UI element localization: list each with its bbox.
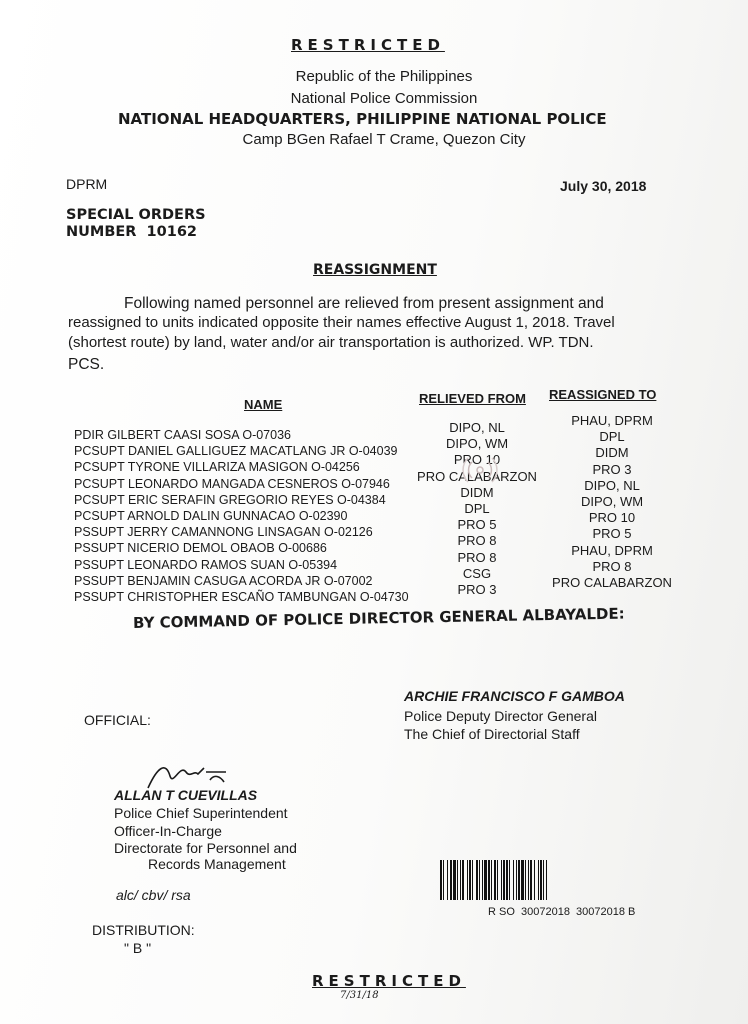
table-row-relieved-from: DIPO, NL: [449, 420, 505, 435]
table-row-reassigned-to: DIDM: [595, 445, 629, 461]
table-row-relieved-from: PRO 5: [457, 517, 497, 533]
reference-initials: alc/ cbv/ rsa: [116, 887, 191, 903]
body-line-4: PCS.: [68, 356, 105, 373]
table-row-name: PCSUPT ARNOLD DALIN GUNNACAO O-02390: [74, 509, 348, 523]
classification-top: RESTRICTED: [291, 36, 445, 54]
signatory-name: ARCHIE FRANCISCO F GAMBOA: [404, 688, 625, 704]
table-row-relieved-from: PRO 3: [457, 582, 497, 597]
table-row-name: PSSUPT JERRY CAMANNONG LINSAGAN O-02126: [74, 525, 373, 540]
table-row-reassigned-to: PRO CALABARZON: [552, 575, 672, 590]
signatory-title-2: The Chief of Directorial Staff: [404, 726, 580, 742]
table-row-reassigned-to: PHAU, DPRM: [571, 542, 653, 558]
official-title-1: Police Chief Superintendent: [114, 805, 288, 821]
signatory-title-1: Police Deputy Director General: [404, 708, 597, 724]
header-address: Camp BGen Rafael T Crame, Quezon City: [242, 131, 526, 148]
barcode: [440, 860, 670, 900]
distribution-value: " B ": [124, 940, 152, 956]
table-row-name: PCSUPT DANIEL GALLIGUEZ MACATLANG JR O-04039: [74, 444, 398, 459]
order-date: July 30, 2018: [560, 178, 647, 194]
table-row-reassigned-to: DIPO, WM: [580, 494, 644, 509]
table-row-reassigned-to: PRO 8: [592, 558, 632, 574]
table-row-relieved-from: DPL: [464, 501, 490, 516]
broadcast-watermark-icon: [462, 452, 498, 488]
body-line-2: reassigned to units indicated opposite their names effective August 1, 2018. Travel: [68, 314, 615, 331]
table-row-reassigned-to: PRO 5: [592, 526, 632, 542]
column-header-reassigned: REASSIGNED TO: [549, 387, 657, 402]
table-row-name: PCSUPT TYRONE VILLARIZA MASIGON O-04256: [74, 460, 360, 475]
official-label: OFFICIAL:: [84, 712, 151, 728]
table-row-name: PSSUPT NICERIO DEMOL OBAOB O-00686: [74, 541, 327, 556]
body-line-3: (shortest route) by land, water and/or air transportation is authorized. WP. TDN.: [68, 334, 594, 351]
table-row-relieved-from: PRO CALABARZON: [417, 468, 537, 484]
office-code: DPRM: [66, 176, 108, 192]
special-orders-number: NUMBER 10162: [66, 224, 198, 240]
table-row-reassigned-to: PRO 3: [592, 461, 632, 477]
table-row-name: PSSUPT BENJAMIN CASUGA ACORDA JR O-07002: [74, 573, 373, 588]
header-napolcom: National Police Commission: [290, 90, 478, 107]
table-row-name: PSSUPT LEONARDO RAMOS SUAN O-05394: [74, 557, 338, 572]
column-header-name: NAME: [244, 397, 283, 412]
official-name: ALLAN T CUEVILLAS: [114, 787, 258, 803]
table-row-name: PCSUPT LEONARDO MANGADA CESNEROS O-07946: [74, 476, 390, 491]
official-title-2: Officer-In-Charge: [114, 823, 222, 839]
table-row-relieved-from: DIDM: [460, 484, 494, 500]
special-orders-title: SPECIAL ORDERS: [66, 207, 206, 223]
command-line: BY COMMAND OF POLICE DIRECTOR GENERAL ALBAYALDE:: [132, 604, 625, 632]
body-line-1: Following named personnel are relieved from present assignment and: [124, 295, 604, 312]
table-row-relieved-from: PRO 8: [457, 549, 497, 565]
official-title-4: Records Management: [148, 856, 286, 872]
table-row-name: PSSUPT CHRISTOPHER ESCAÑO TAMBUNGAN O-04730: [74, 590, 409, 604]
table-row-name: PCSUPT ERIC SERAFIN GREGORIO REYES O-04384: [74, 492, 386, 507]
column-header-relieved: RELIEVED FROM: [419, 391, 526, 406]
table-row-relieved-from: PRO 8: [457, 533, 497, 549]
table-row-reassigned-to: PHAU, DPRM: [571, 413, 653, 428]
table-row-relieved-from: PRO 10: [453, 452, 501, 468]
classification-bottom: RESTRICTED: [312, 972, 466, 990]
distribution-label: DISTRIBUTION:: [92, 922, 195, 938]
header-republic: Republic of the Philippines: [295, 68, 473, 85]
table-row-relieved-from: DIPO, WM: [445, 436, 509, 452]
table-row-reassigned-to: PRO 10: [588, 510, 636, 526]
barcode-text: R SO 30072018 30072018 B: [488, 906, 636, 918]
table-row-reassigned-to: DPL: [599, 429, 625, 445]
table-row-relieved-from: CSG: [462, 565, 492, 581]
handwritten-date-note: 7/31/18: [340, 990, 379, 1001]
table-row-reassigned-to: DIPO, NL: [584, 477, 640, 493]
barcode-bar: [547, 860, 550, 900]
table-row-name: PDIR GILBERT CAASI SOSA O-07036: [74, 428, 291, 442]
header-nhq: NATIONAL HEADQUARTERS, PHILIPPINE NATIONAL POLICE: [118, 110, 607, 128]
subject-title: REASSIGNMENT: [313, 262, 437, 278]
official-title-3: Directorate for Personnel and: [114, 840, 297, 856]
